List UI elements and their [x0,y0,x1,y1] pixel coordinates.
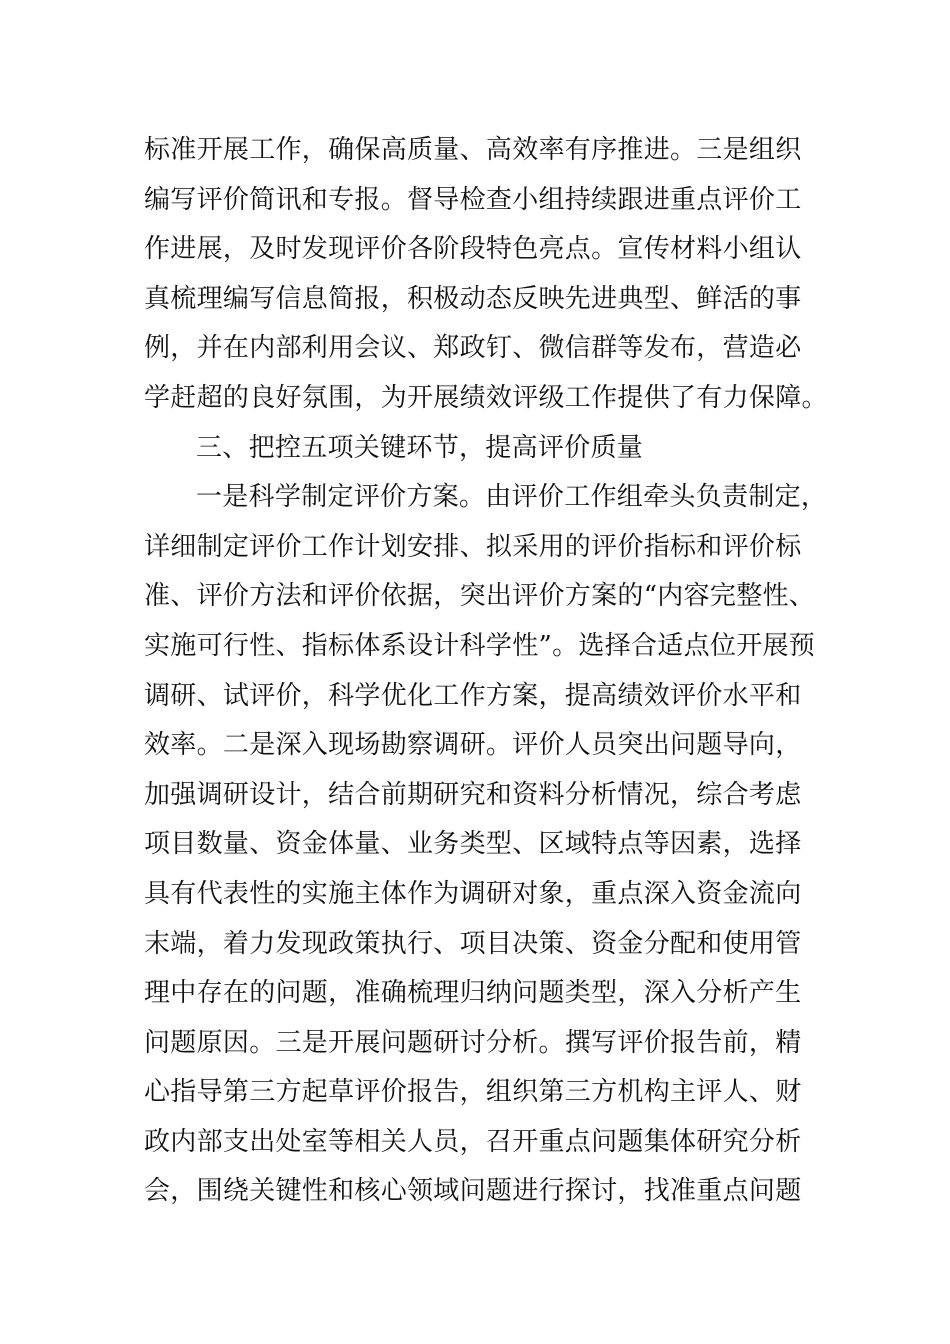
text-line: 问题原因。三是开展问题研讨分析。撰写评价报告前，精 [144,1027,802,1058]
text-line: 编写评价简讯和专报。督导检查小组持续跟进重点评价工 [144,184,802,215]
section-heading: 三、把控五项关键环节，提高评价质量 [196,432,644,463]
text-line: 学赶超的良好氛围，为开展绩效评级工作提供了有力保障。 [144,382,828,413]
text-line: 一是科学制定评价方案。由评价工作组牵头负责制定， [196,482,828,513]
text-line: 效率。二是深入现场勘察调研。评价人员突出问题导向， [144,730,802,761]
text-line: 心指导第三方起草评价报告，组织第三方机构主评人、财 [144,1077,802,1108]
text-line: 具有代表性的实施主体作为调研对象，重点深入资金流向 [144,878,802,909]
text-line: 理中存在的问题，准确梳理归纳问题类型，深入分析产生 [144,978,802,1009]
text-line: 调研、试评价，科学优化工作方案，提高绩效评价水平和 [144,680,802,711]
text-line: 加强调研设计，结合前期研究和资料分析情况，综合考虑 [144,779,802,810]
text-line: 会，围绕关键性和核心领域问题进行探讨，找准重点问题 [144,1176,802,1207]
text-line: 作进展，及时发现评价各阶段特色亮点。宣传材料小组认 [144,234,802,265]
text-line: 例，并在内部利用会议、郑政钉、微信群等发布，营造必 [144,333,802,364]
text-line: 真梳理编写信息简报，积极动态反映先进典型、鲜活的事 [144,283,802,314]
body-text [144,126,828,1217]
text-line: 末端，着力发现政策执行、项目决策、资金分配和使用管 [144,928,802,959]
text-line: 详细制定评价工作计划安排、拟采用的评价指标和评价标 [144,531,802,562]
text-line: 标准开展工作，确保高质量、高效率有序推进。三是组织 [144,135,802,165]
text-line: 项目数量、资金体量、业务类型、区域特点等因素，选择 [144,829,802,860]
text-line: 实施可行性、指标体系设计科学性”。选择合适点位开展预 [144,630,816,661]
text-line: 准、评价方法和评价依据，突出评价方案的“内容完整性、 [144,581,816,612]
text-line: 政内部支出处室等相关人员，召开重点问题集体研究分析 [144,1126,802,1157]
